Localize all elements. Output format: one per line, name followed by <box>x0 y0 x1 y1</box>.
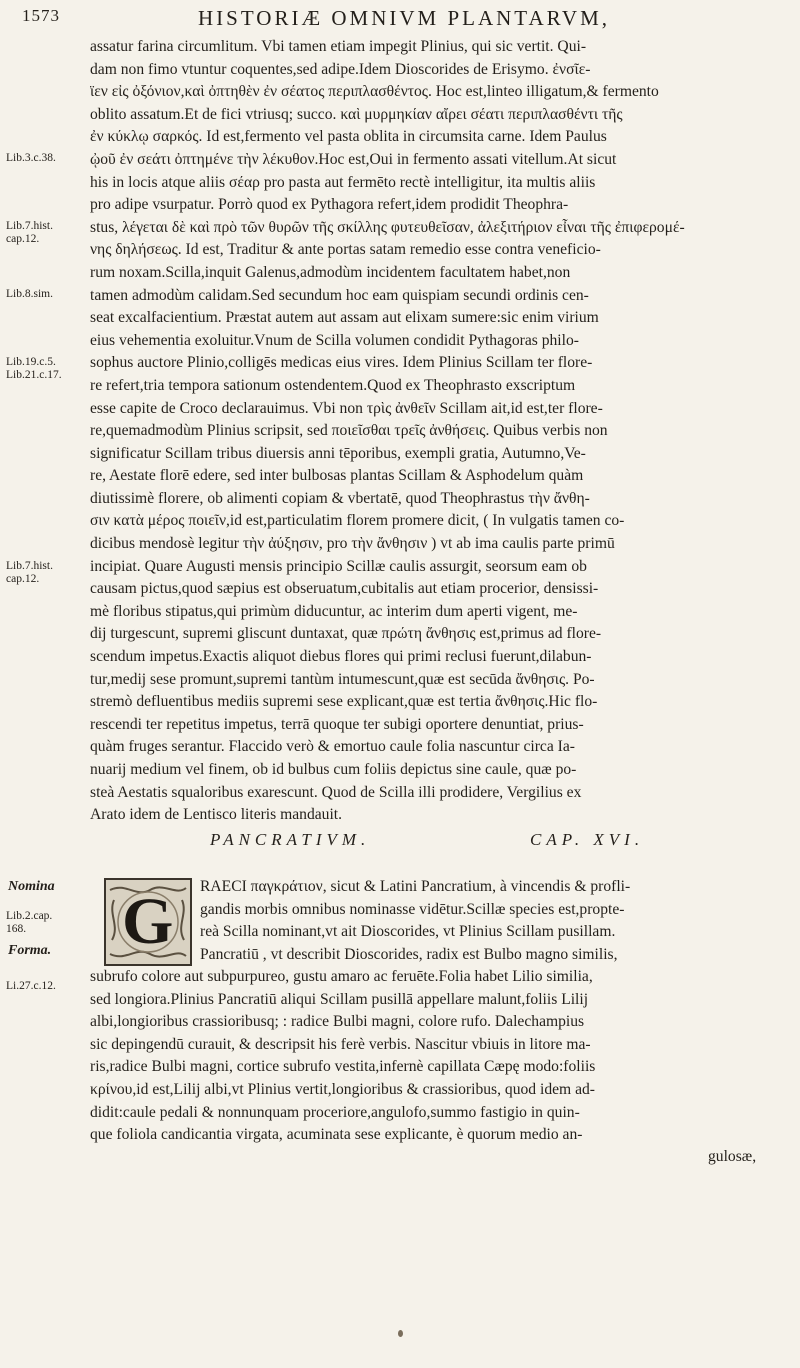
text-line: nuarij medium vel finem, ob id bulbus cum foliis depictus sine caule, quæ po- <box>90 761 577 778</box>
text-line: mè floribus stipatus,qui primùm diducuntur, ac interim dum aperti vigent, me- <box>90 602 578 620</box>
text-line: causam pictus,quod sæpius est obseruatum,cubitalis aut etiam procerior, densissi- <box>90 580 599 598</box>
text-line: dicibus mendosè legitur τὴν ἀύξησιν, pro τὴν ἄνθησιν ) vt ab ima caulis parte primū <box>90 535 615 553</box>
text-line: rum noxam.Scilla,inquit Galenus,admodùm incidentem facultatem habet,non <box>90 263 571 281</box>
text-line: steà Aestatis squaloribus exarescunt. Quod de Scilla illi prodidere, Vergilius ex <box>90 783 582 801</box>
text-line: sed longiora.Plinius Pancratiū aliqui Scillam pusillā appellare malunt,foliis Lilij <box>90 990 589 1008</box>
text-line: re refert,tria tempora sationum ostendentem.Quod ex Theophrasto exscriptum <box>90 376 576 394</box>
text-line: σιν κατὰ μέρος ποιεῖν,id est,particulatim florem promere dicit, ( In vulgatis tamen co- <box>90 512 625 530</box>
text-line: diutissimè florere, ob alimenti copiam & vbertatē, quod Theophrastus τὴν ἄνθη- <box>90 489 590 507</box>
text-line: rescendi ter repetitus impetus, terrā quoque ter subigi oportere denuntiat, prius- <box>90 715 584 733</box>
text-line: stremò defluentibus mediis supremi sese explicant,quæ est tertia ἄνθησις.Hic flo- <box>90 693 598 711</box>
margin-note: Lib.8.sim. <box>6 288 53 300</box>
text-line: stus, λέγεται δὲ καὶ πρὸ τῶν θυρῶν τῆς σκίλλης φυτευθεῖσαν, ἀλεξιτήριον εἶναι τῆς ἐπιφερομέ- <box>90 218 685 236</box>
text-line: tur,medij sese promunt,supremi tantùm intumescunt,quæ est secūda ἄνθησις. Po- <box>90 670 595 688</box>
chapter-title: PANCRATIVM. <box>210 830 371 849</box>
text-line: quàm fruges serantur. Flaccido verò & emortuo caule folia nascuntur circa Ia- <box>90 738 575 756</box>
margin-note-nomina: Nomina <box>8 879 55 894</box>
text-line: tamen admodùm calidam.Sed secundum hoc eam quispiam secundi ordinis cen- <box>90 286 589 304</box>
text-line: dij turgescunt, supremi gliscunt duntaxat, quæ πρώτη ἄνθησις est,primus ad flore- <box>90 625 602 643</box>
text-line: assatur farina circumlitum. Vbi tamen etiam impegit Plinius, qui sic vertit. Qui- <box>90 38 587 55</box>
ink-spot <box>398 1330 403 1337</box>
text-line: seat excalfacientium. Præstat autem aut assam aut elixam sumere:sic enim virium <box>90 309 599 327</box>
text-line: Arato idem de Lentisco literis mandauit. <box>90 806 343 824</box>
text-line: ἐν κύκλῳ σαρκός. Id est,fermento vel pasta oblita in circumsita carne. Idem Paulus <box>90 128 607 146</box>
chapter-text-indented <box>200 876 778 966</box>
chapter-number: CAP. XVI. <box>530 830 645 849</box>
text-line: didit:caule pedali & nonnunquam proceriore,angulofo,summo fastigio in quin- <box>90 1103 580 1121</box>
text-line: ϊεν εἰς ὀξόνιον,καὶ ὀπτηθὲν ἐν σέατος περιπλασθέντος. Hoc est,linteo illigatum,& fermento <box>90 83 659 101</box>
text-line: scendum impetus.Exactis aliquot diebus flores qui primi reclusi fuerunt,dilabun- <box>90 648 592 666</box>
margin-note-forma: Forma. <box>8 943 52 958</box>
chapter-text <box>90 966 778 1147</box>
text-line: Pancratiū , vt describit Dioscorides, radix est Bulbo magno similis, <box>200 945 618 963</box>
text-line: his in locis atque aliis σέαρ pro pasta aut fermēto rectè intelligitur, ita multis aliis <box>90 173 596 191</box>
text-line: νης δηλήσεως. Id est, Traditur & ante portas satam remedio esse contra veneficio- <box>90 241 601 259</box>
text-line: significatur Scillam tribus diuersis anni tēporibus, exempli gratia, Autumno,Ve- <box>90 444 586 462</box>
text-line: oblito assatum.Et de fici vtriusq; succo. καὶ μυρμηκίαν αἴρει σέατι περιπλασθέντι τῆς <box>90 105 623 123</box>
margin-note: Lib.7.hist. cap.12. <box>6 220 53 245</box>
catchword-text: gulosæ, <box>708 1148 757 1165</box>
text-line: sophus auctore Plinio,colligēs medicas eius vires. Idem Plinius Scillam ter flore- <box>90 354 593 372</box>
text-line: κρίνου,id est,Lilij albi,vt Plinius vertit,longioribus & crassioribus, quod idem ad- <box>90 1080 595 1098</box>
text-line: re, Aestate florē edere, sed inter bulbosas plantas Scillam & Asphodelum quàm <box>90 467 584 485</box>
margin-note: Li.27.c.12. <box>6 980 56 992</box>
running-head <box>18 6 780 34</box>
page-number: 1573 <box>22 6 60 25</box>
decorated-initial <box>104 878 192 966</box>
text-line: pro adipe vsurpatur. Porrò quod ex Pythagora refert,idem prodidit Theophra- <box>90 196 569 214</box>
text-line: reà Scilla nominant,vt ait Dioscorides, vt Plinius Scillam pusillam. <box>200 923 616 941</box>
text-line: dam non fimo vtuntur coquentes,sed adipe.Idem Dioscorides de Erisymo. ἐνσῖε- <box>90 60 591 78</box>
text-line: re,quemadmodùm Plinius scripsit, sed ποιεῖσθαι τρεῖς ἀνθήσεις. Quibus verbis non <box>90 422 608 440</box>
text-line: RAECI παγκράτιον, sicut & Latini Pancratium, à vincendis & profli- <box>200 878 631 895</box>
running-title: HISTORIÆ OMNIVM PLANTARVM, <box>198 6 611 30</box>
catchword <box>708 1146 778 1169</box>
text-line: que foliola candicantia virgata, acuminata sese explicante, è quorum medio an- <box>90 1126 583 1144</box>
text-line: gandis morbis omnibus nominasse vidētur.Scillæ species est,propte- <box>200 900 625 918</box>
text-line: ris,radice Bulbi magni, cortice subrufo vestita,infernè capillata Cæpę modo:foliis <box>90 1058 596 1076</box>
text-line: esse capite de Croco declarauimus. Vbi non τρὶς ἀνθεῖν Scillam ait,id est,ter flore- <box>90 399 603 417</box>
chapter-heading <box>90 830 778 860</box>
margin-note: Lib.3.c.38. <box>6 152 56 164</box>
initial-letter: G <box>122 885 174 958</box>
text-line: incipiat. Quare Augusti mensis principio Scillæ caulis assurgit, seorsum eam ob <box>90 557 587 575</box>
text-line: eius vehementia exoluitur.Vnum de Scilla volumen condidit Pythagoras philo- <box>90 331 579 349</box>
margin-note: Lib.19.c.5. Lib.21.c.17. <box>6 356 62 381</box>
text-line: subrufo colore aut subpurpureo, gustu amaro ac feruēte.Folia habet Lilio similia, <box>90 968 593 985</box>
text-line: sic depingendū curauit, & descripsit his ferè verbis. Nascitur vbiuis in litore ma- <box>90 1035 591 1053</box>
margin-note: Lib.7.hist. cap.12. <box>6 560 53 585</box>
text-line: albi,longioribus crassioribusq; : radice Bulbi magni, colore rufo. Dalechampius <box>90 1013 585 1031</box>
margin-notes <box>6 0 88 1368</box>
text-line: ᾠοῦ ἐν σεάτι ὀπτημένε τὴν λέκυθον.Hoc est,Oui in fermento assati vitellum.At sicut <box>90 150 617 168</box>
margin-note: Lib.2.cap. 168. <box>6 910 53 935</box>
main-text <box>90 36 778 827</box>
